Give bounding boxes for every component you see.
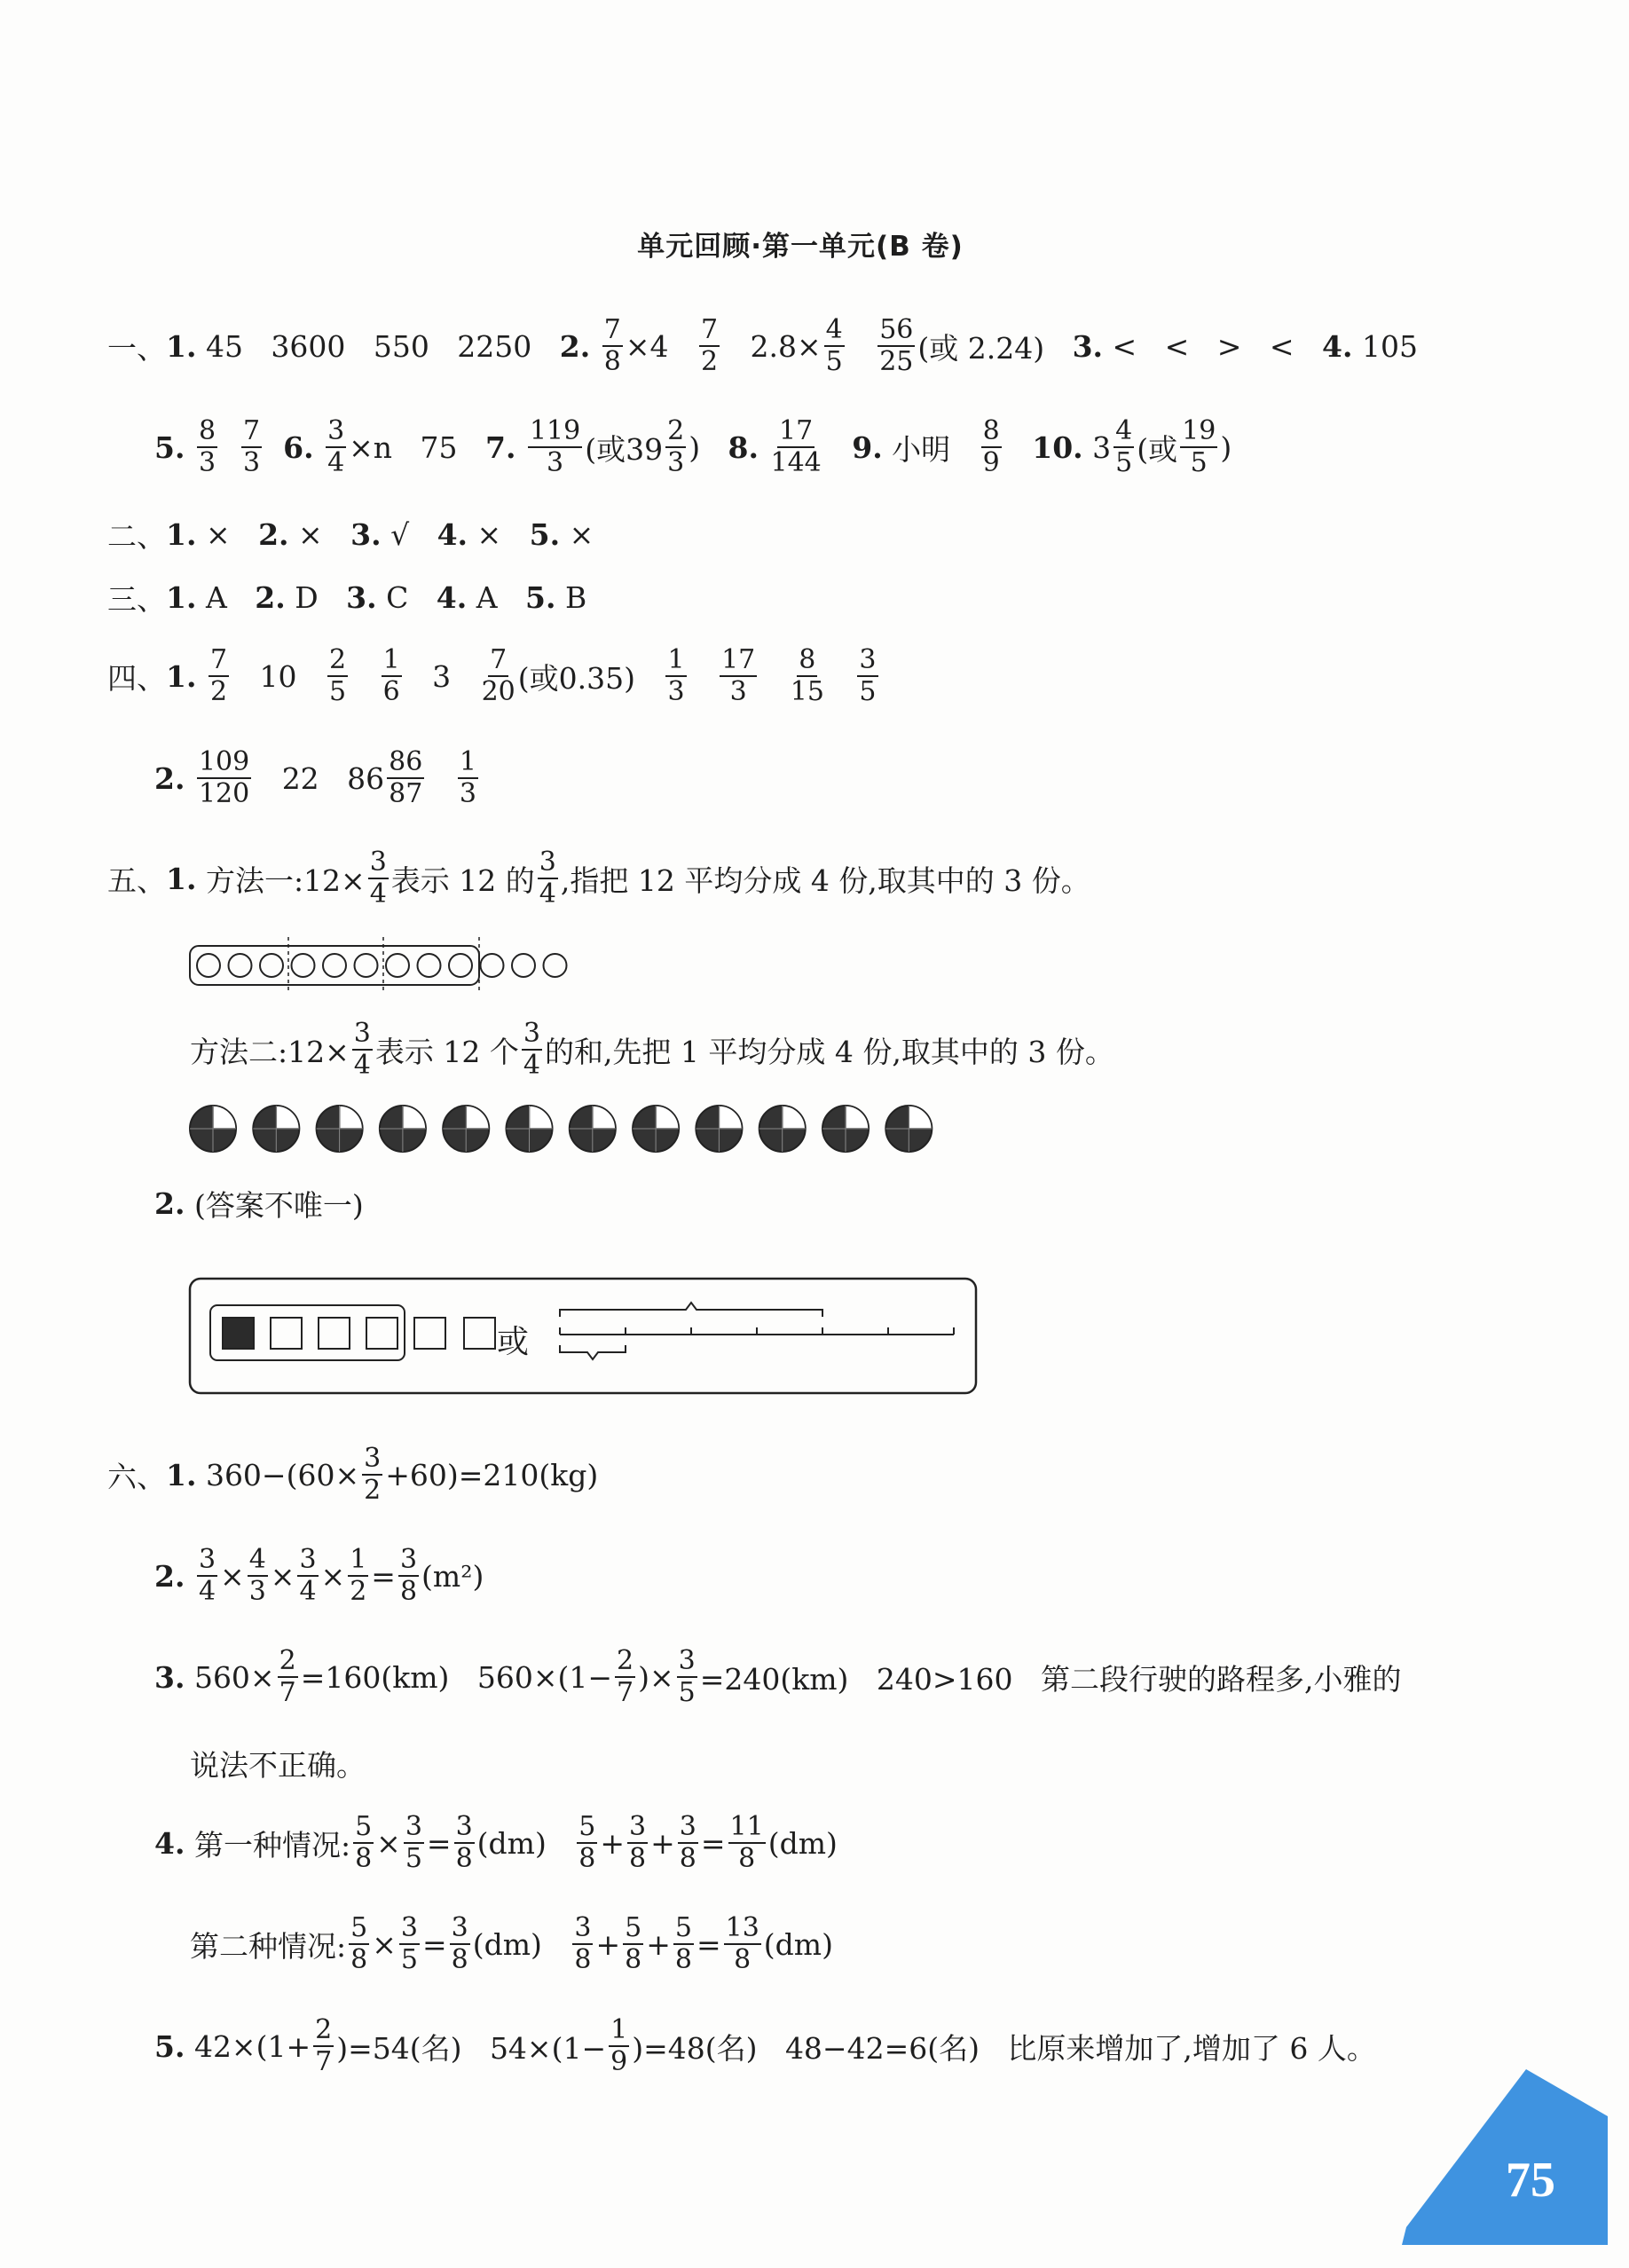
numerator: 2 xyxy=(617,1645,634,1676)
text: = xyxy=(426,1825,452,1861)
numerator: 3 xyxy=(405,1811,422,1842)
numerator: 7 xyxy=(603,314,621,345)
numerator: 8 xyxy=(982,415,1000,446)
text: = xyxy=(696,1926,721,1962)
three-quarter-circle xyxy=(190,1106,236,1152)
numerator: 1 xyxy=(350,1544,367,1575)
numerator: 3 xyxy=(198,1544,216,1575)
text: 560× xyxy=(185,1659,275,1695)
denominator: 2 xyxy=(700,346,719,377)
numerator: 3 xyxy=(859,644,877,675)
denominator: 6 xyxy=(382,676,400,707)
text: × xyxy=(220,1558,245,1594)
denominator: 8 xyxy=(455,1843,473,1874)
numerator: 4 xyxy=(825,314,843,345)
question-number: 5. xyxy=(529,516,561,552)
denominator: 3 xyxy=(667,447,685,478)
text: (dm) xyxy=(472,1926,571,1962)
denominator: 8 xyxy=(355,1843,373,1874)
or-label: 或 xyxy=(497,1324,530,1360)
question-number: 5. xyxy=(154,429,185,465)
text: × xyxy=(196,516,259,552)
text: + xyxy=(646,1926,671,1962)
text: + xyxy=(600,1825,626,1861)
question-number: 9. xyxy=(852,429,883,465)
text: 3 xyxy=(404,658,479,694)
numerator: 7 xyxy=(209,644,228,675)
denominator: 25 xyxy=(879,346,914,377)
text: 的和,先把 1 平均分成 4 份,取其中的 3 份。 xyxy=(544,1034,1114,1069)
denominator: 4 xyxy=(299,1576,317,1607)
numerator: 2 xyxy=(328,644,347,675)
text: ) xyxy=(1220,429,1232,465)
text: 说法不正确。 xyxy=(190,1747,366,1783)
text: 360−(60× xyxy=(196,1457,360,1492)
question-number: 1. xyxy=(166,328,197,364)
denominator: 3 xyxy=(243,447,261,478)
numerator: 5 xyxy=(578,1811,596,1842)
question-number: 5. xyxy=(525,579,556,615)
text: 3 xyxy=(1082,429,1112,465)
text: ,指把 12 平均分成 4 份,取其中的 3 份。 xyxy=(560,862,1090,898)
numerator: 8 xyxy=(198,415,216,446)
text: 第二种情况: xyxy=(190,1928,347,1964)
numerator: 3 xyxy=(523,1018,540,1049)
circle xyxy=(292,954,315,977)
denominator: 120 xyxy=(198,778,250,809)
text: × xyxy=(270,1558,295,1594)
numerator: 7 xyxy=(243,415,261,446)
numerator: 86 xyxy=(389,746,423,777)
text: (m²) xyxy=(421,1558,484,1594)
question-number: 4. xyxy=(154,1825,185,1861)
three-quarter-circle xyxy=(759,1106,806,1152)
text: 方法二:12× xyxy=(190,1034,350,1069)
text: )× xyxy=(638,1659,674,1695)
question-number: 2. xyxy=(258,516,289,552)
denominator: 5 xyxy=(1115,447,1133,478)
text: 表示 12 的 xyxy=(390,862,535,898)
denominator: 2 xyxy=(209,676,228,707)
text: =240(km) 240>160 第二段行驶的路程多,小雅的 xyxy=(699,1661,1402,1697)
numerator: 3 xyxy=(539,847,556,878)
text: (或 2.24) xyxy=(917,330,1073,366)
numerator: 3 xyxy=(678,1645,696,1676)
numerator: 19 xyxy=(1182,415,1216,446)
question-number: 1. xyxy=(166,579,197,615)
numerator: 3 xyxy=(451,1912,468,1943)
denominator: 5 xyxy=(400,1944,418,1975)
denominator: 8 xyxy=(679,1843,696,1874)
circle xyxy=(449,954,472,977)
answer-not-unique-diagram xyxy=(190,1279,976,1393)
question-number: 2. xyxy=(154,760,185,796)
empty-square xyxy=(414,1318,445,1349)
text: 45 3600 550 2250 xyxy=(196,328,560,364)
text: ×n 75 xyxy=(349,429,485,465)
numerator: 56 xyxy=(879,314,914,345)
denominator: 8 xyxy=(451,1944,468,1975)
page-number: 75 xyxy=(1506,2153,1555,2208)
diagram-frame xyxy=(190,1279,976,1393)
text: (答案不唯一) xyxy=(185,1187,364,1223)
text: ) xyxy=(689,429,728,465)
question-number: 2. xyxy=(154,1558,185,1594)
text: √ xyxy=(381,516,437,552)
denominator: 8 xyxy=(625,1944,642,1975)
text: 10 xyxy=(232,658,325,694)
text: + xyxy=(595,1926,621,1962)
circle xyxy=(544,954,567,977)
question-number: 4. xyxy=(1322,328,1353,364)
three-quarter-circle xyxy=(885,1106,932,1152)
numerator: 3 xyxy=(369,847,387,878)
numerator: 5 xyxy=(350,1912,368,1943)
text: 第一种情况: xyxy=(185,1827,351,1862)
denominator: 5 xyxy=(328,676,347,707)
text: (或39 xyxy=(585,431,664,467)
numerator: 4 xyxy=(1115,415,1133,446)
denominator: 8 xyxy=(574,1944,592,1975)
circle xyxy=(323,954,346,977)
denominator: 8 xyxy=(578,1843,596,1874)
denominator: 8 xyxy=(603,346,621,377)
text: 小明 xyxy=(882,431,979,467)
numerator: 7 xyxy=(490,644,508,675)
numerator: 2 xyxy=(279,1645,296,1676)
text: < < > < xyxy=(1103,328,1323,364)
page-title: 单元回顾·第一单元(B 卷) xyxy=(637,231,964,263)
denominator: 8 xyxy=(738,1843,756,1874)
numerator: 2 xyxy=(667,415,685,446)
numerator: 3 xyxy=(299,1544,317,1575)
text: 2.8× xyxy=(722,328,822,364)
denominator: 3 xyxy=(547,447,564,478)
denominator: 3 xyxy=(729,676,747,707)
three-quarter-circles-diagram xyxy=(190,1106,932,1152)
text: =160(km) 560×(1− xyxy=(300,1659,612,1695)
three-quarter-circle xyxy=(380,1106,426,1152)
text: +60)=210(kg) xyxy=(385,1457,599,1492)
denominator: 5 xyxy=(859,676,877,707)
denominator: 4 xyxy=(523,1050,540,1081)
denominator: 5 xyxy=(1190,447,1208,478)
numerator: 11 xyxy=(729,1811,764,1842)
numerator: 5 xyxy=(674,1912,692,1943)
text: )=54(名) 54×(1− xyxy=(336,2030,607,2066)
numerator: 1 xyxy=(610,2014,628,2045)
text: = xyxy=(700,1825,726,1861)
empty-square xyxy=(464,1318,495,1349)
numerator: 1 xyxy=(459,746,476,777)
text: 五、 xyxy=(107,862,166,898)
numerator: 5 xyxy=(625,1912,642,1943)
text: + xyxy=(650,1825,675,1861)
numerator: 5 xyxy=(355,1811,373,1842)
numerator: 7 xyxy=(700,314,719,345)
three-quarter-circle xyxy=(696,1106,742,1152)
denominator: 3 xyxy=(667,676,685,707)
three-quarter-circle xyxy=(507,1106,553,1152)
question-number: 6. xyxy=(283,429,314,465)
circle xyxy=(197,954,220,977)
text: A xyxy=(467,579,526,615)
text: = xyxy=(421,1926,447,1962)
denominator: 5 xyxy=(678,1677,696,1708)
numerator: 3 xyxy=(679,1811,696,1842)
denominator: 4 xyxy=(327,447,345,478)
text: 六、 xyxy=(107,1459,166,1494)
denominator: 8 xyxy=(399,1576,418,1607)
denominator: 4 xyxy=(198,1576,216,1607)
text: 42×(1+ xyxy=(185,2028,311,2064)
denominator: 7 xyxy=(279,1677,296,1708)
question-number: 1. xyxy=(166,861,197,896)
denominator: 20 xyxy=(481,676,515,707)
text: × xyxy=(288,516,351,552)
denominator: 87 xyxy=(389,778,423,809)
text: 105 xyxy=(1352,328,1418,364)
question-number: 3. xyxy=(346,579,377,615)
question-number: 2. xyxy=(255,579,286,615)
empty-square xyxy=(319,1318,350,1349)
text: × xyxy=(468,516,530,552)
three-quarter-circle xyxy=(822,1106,869,1152)
numerator: 3 xyxy=(399,1544,418,1575)
circle xyxy=(355,954,378,977)
numerator: 2 xyxy=(315,2014,333,2045)
question-number: 3. xyxy=(154,1659,185,1695)
three-quarter-circle xyxy=(570,1106,616,1152)
group-outline xyxy=(190,946,479,985)
denominator: 8 xyxy=(629,1843,647,1874)
text: 方法一:12× xyxy=(196,862,366,898)
text: × xyxy=(320,1558,346,1594)
three-quarter-circle xyxy=(443,1106,489,1152)
numerator: 17 xyxy=(721,644,756,675)
question-number: 1. xyxy=(166,1457,197,1492)
text: D xyxy=(285,579,347,615)
top-brace xyxy=(560,1303,822,1317)
empty-square xyxy=(366,1318,397,1349)
denominator: 8 xyxy=(350,1944,368,1975)
denominator: 5 xyxy=(405,1843,422,1874)
numerator: 3 xyxy=(629,1811,647,1842)
numerator: 109 xyxy=(198,746,250,777)
text: × xyxy=(376,1825,401,1861)
question-number: 8. xyxy=(728,429,759,465)
denominator: 3 xyxy=(198,447,216,478)
numerator: 1 xyxy=(382,644,400,675)
denominator: 8 xyxy=(734,1944,752,1975)
empty-square xyxy=(271,1318,302,1349)
question-number: 4. xyxy=(437,516,468,552)
denominator: 9 xyxy=(982,447,1000,478)
text: (dm) xyxy=(476,1825,575,1861)
question-number: 3. xyxy=(1072,328,1104,364)
denominator: 7 xyxy=(315,2046,333,2077)
three-quarter-circle xyxy=(317,1106,363,1152)
text: (dm) xyxy=(767,1825,838,1861)
text: 22 86 xyxy=(254,760,385,796)
text: )=48(名) 48−42=6(名) 比原来增加了,增加了 6 人。 xyxy=(632,2030,1376,2066)
numerator: 13 xyxy=(725,1912,759,1943)
denominator: 144 xyxy=(770,447,822,478)
text: × xyxy=(372,1926,397,1962)
denominator: 2 xyxy=(350,1576,367,1607)
numerator: 4 xyxy=(248,1544,266,1575)
numerator: 3 xyxy=(364,1443,382,1474)
denominator: 3 xyxy=(459,778,476,809)
numerator: 3 xyxy=(400,1912,418,1943)
denominator: 3 xyxy=(248,1576,266,1607)
text: C xyxy=(376,579,437,615)
numerator: 1 xyxy=(667,644,685,675)
text: = xyxy=(371,1558,396,1594)
circle xyxy=(418,954,441,977)
question-number: 3. xyxy=(350,516,382,552)
text: 四、 xyxy=(107,660,166,696)
text: 二、 xyxy=(107,518,166,554)
filled-square xyxy=(223,1318,254,1349)
circle xyxy=(512,954,535,977)
denominator: 7 xyxy=(617,1677,634,1708)
question-number: 1. xyxy=(166,516,197,552)
denominator: 15 xyxy=(790,676,824,707)
denominator: 5 xyxy=(825,346,843,377)
three-quarter-circle xyxy=(633,1106,679,1152)
numerator: 3 xyxy=(327,415,345,446)
numerator: 3 xyxy=(353,1018,371,1049)
twelve-circles-diagram xyxy=(190,937,567,994)
denominator: 9 xyxy=(610,2046,628,2077)
three-quarter-circle xyxy=(253,1106,299,1152)
text: A xyxy=(196,579,256,615)
denominator: 2 xyxy=(364,1475,382,1506)
text: (或0.35) xyxy=(517,660,664,696)
question-number: 2. xyxy=(154,1185,185,1221)
text: (dm) xyxy=(763,1926,833,1962)
circle xyxy=(260,954,283,977)
denominator: 4 xyxy=(369,878,387,910)
circle xyxy=(481,954,504,977)
question-number: 4. xyxy=(436,579,468,615)
text: 三、 xyxy=(107,581,166,617)
text: 表示 12 个 xyxy=(374,1034,519,1069)
denominator: 4 xyxy=(539,878,556,910)
text: ×4 xyxy=(625,328,696,364)
circle xyxy=(229,954,252,977)
question-number: 7. xyxy=(485,429,516,465)
denominator: 8 xyxy=(674,1944,692,1975)
number-line xyxy=(560,1303,954,1359)
bottom-brace xyxy=(560,1345,626,1359)
text: 一、 xyxy=(107,330,166,366)
question-number: 5. xyxy=(154,2028,185,2064)
question-number: 2. xyxy=(559,328,591,364)
circle xyxy=(386,954,409,977)
denominator: 4 xyxy=(353,1050,371,1081)
question-number: 1. xyxy=(166,658,197,694)
numerator: 119 xyxy=(529,415,581,446)
numerator: 3 xyxy=(574,1912,592,1943)
numerator: 3 xyxy=(455,1811,473,1842)
text: × xyxy=(560,516,594,552)
numerator: 8 xyxy=(799,644,816,675)
numerator: 17 xyxy=(779,415,814,446)
question-number: 10. xyxy=(1032,429,1083,465)
text: B xyxy=(555,579,587,615)
text: (或 xyxy=(1137,431,1178,467)
